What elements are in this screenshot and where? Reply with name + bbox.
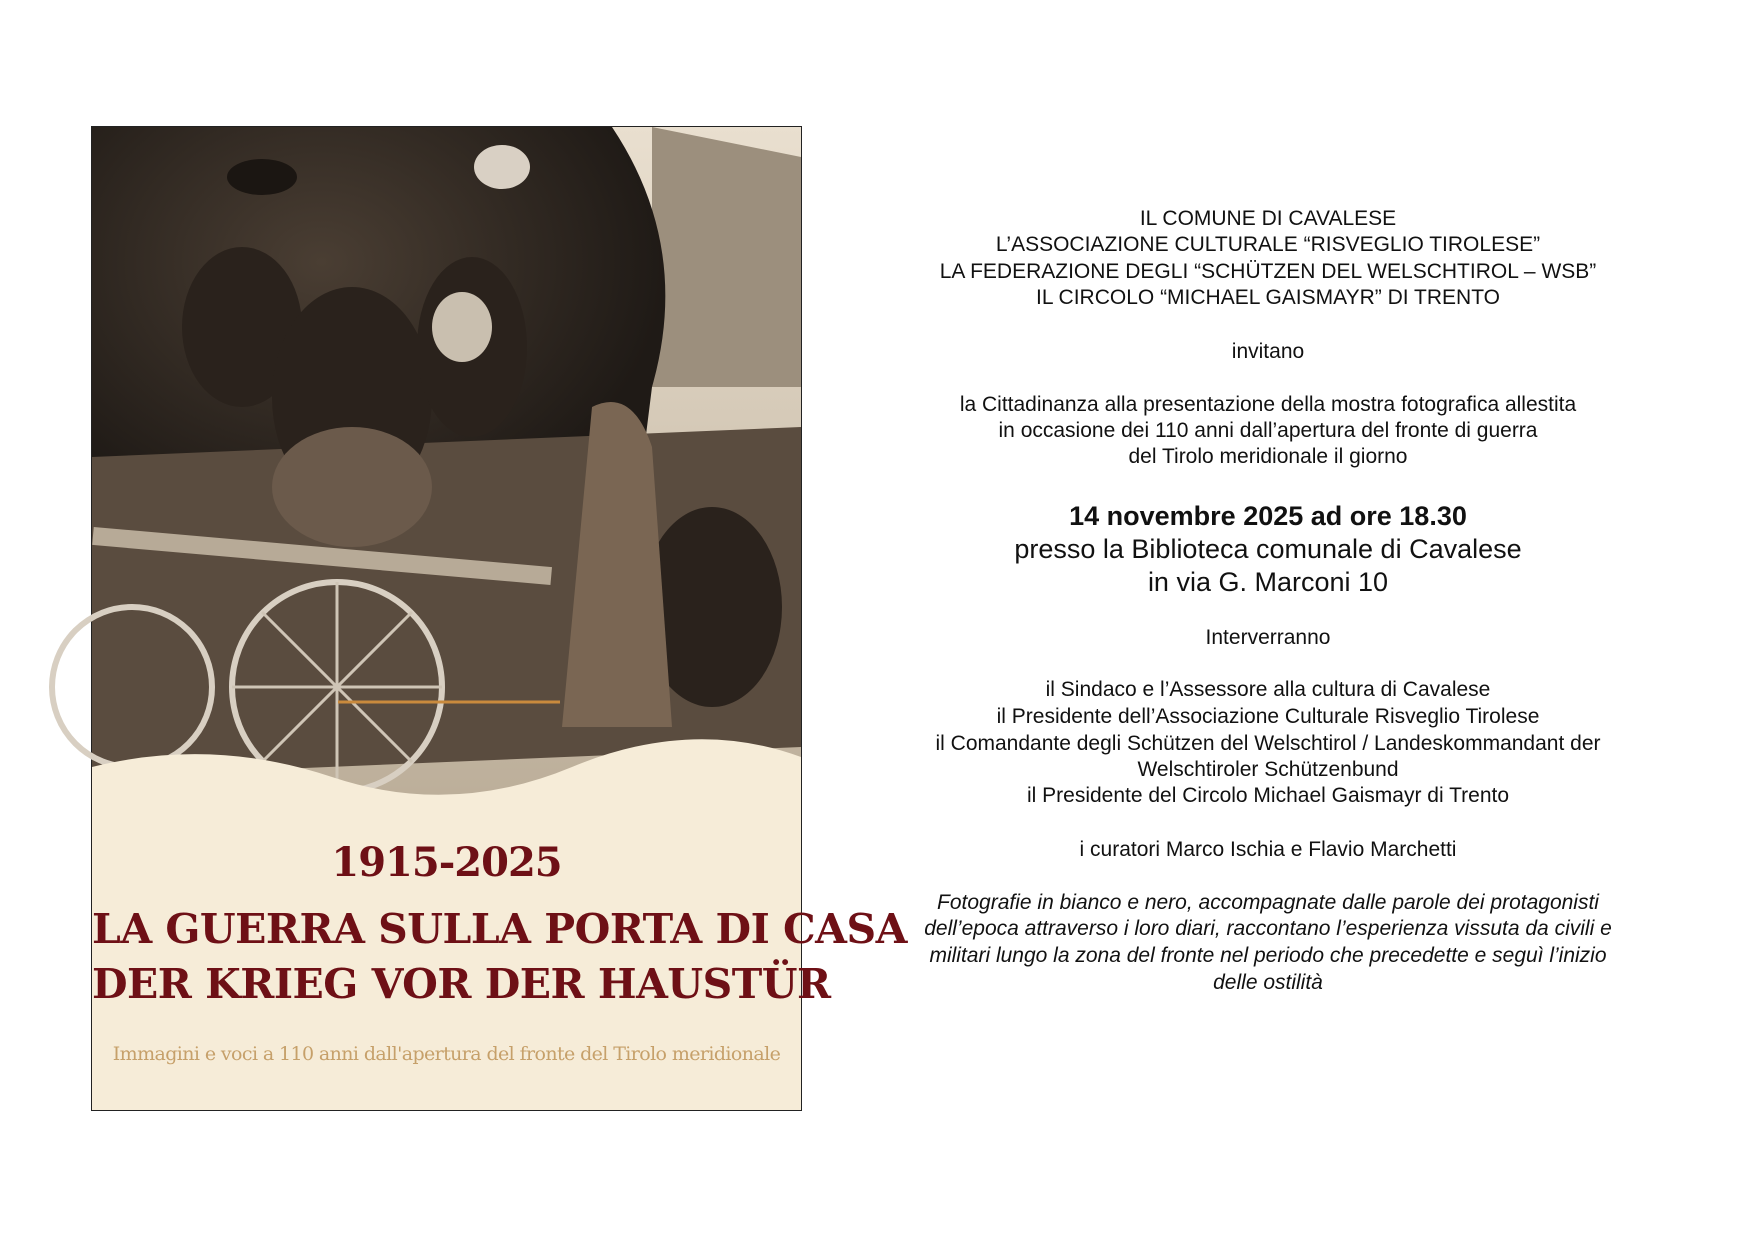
description-line: militari lungo la zona del fronte nel periodo che precedette e seguì l’inizio [929,944,1607,967]
speaker-line: Welschtiroler Schützenbund [1137,758,1399,781]
speaker-line: il Sindaco e l’Assessore alla cultura di Cavalese [1045,678,1491,701]
organizer-line: LA FEDERAZIONE DEGLI “SCHÜTZEN DEL WELSCHTIROL – WSB” [939,260,1597,283]
description-line: dell’epoca attraverso i loro diari, raccontano l’esperienza vissuta da civili e [924,917,1612,940]
speaker-line: il Presidente dell’Associazione Culturale Risveglio Tirolese [996,705,1540,728]
exhibition-poster [91,126,907,1111]
description-line: delle ostilità [1213,971,1323,994]
organizer-line: L’ASSOCIAZIONE CULTURALE “RISVEGLIO TIROLESE” [995,233,1541,256]
poster-title-german: DER KRIEG VOR DER HAUSTÜR [92,960,831,1008]
description-line: Fotografie in bianco e nero, accompagnate dalle parole dei protagonisti [937,891,1599,914]
speaker-line: il Comandante degli Schützen del Welschtirol / Landeskommandant der [935,732,1601,755]
poster-years: 1915-2025 [331,839,562,886]
intro-line: la Cittadinanza alla presentazione della mostra fotografica allestita [959,393,1577,416]
speaker-line: il Presidente del Circolo Michael Gaismayr di Trento [1026,784,1510,807]
curators: i curatori Marco Ischia e Flavio Marchetti [1079,838,1457,861]
historical-photo [92,127,801,847]
event-address: in via G. Marconi 10 [1147,567,1389,597]
organizer-line: IL CIRCOLO “MICHAEL GAISMAYR” DI TRENTO [1035,286,1500,309]
invite-word: invitano [1231,340,1305,363]
speakers-label: Interverranno [1205,626,1331,649]
poster-title-italian: LA GUERRA SULLA PORTA DI CASA [92,905,907,953]
intro-line: del Tirolo meridionale il giorno [1128,445,1408,468]
event-venue: presso la Biblioteca comunale di Cavalese [1014,534,1522,564]
event-date: 14 novembre 2025 ad ore 18.30 [1069,501,1467,531]
intro-line: in occasione dei 110 anni dall’apertura del fronte di guerra [998,419,1538,442]
organizer-line: IL COMUNE DI CAVALESE [1139,207,1397,230]
poster-subtitle: Immagini e voci a 110 anni dall'apertura del fronte del Tirolo meridionale [112,1043,781,1065]
